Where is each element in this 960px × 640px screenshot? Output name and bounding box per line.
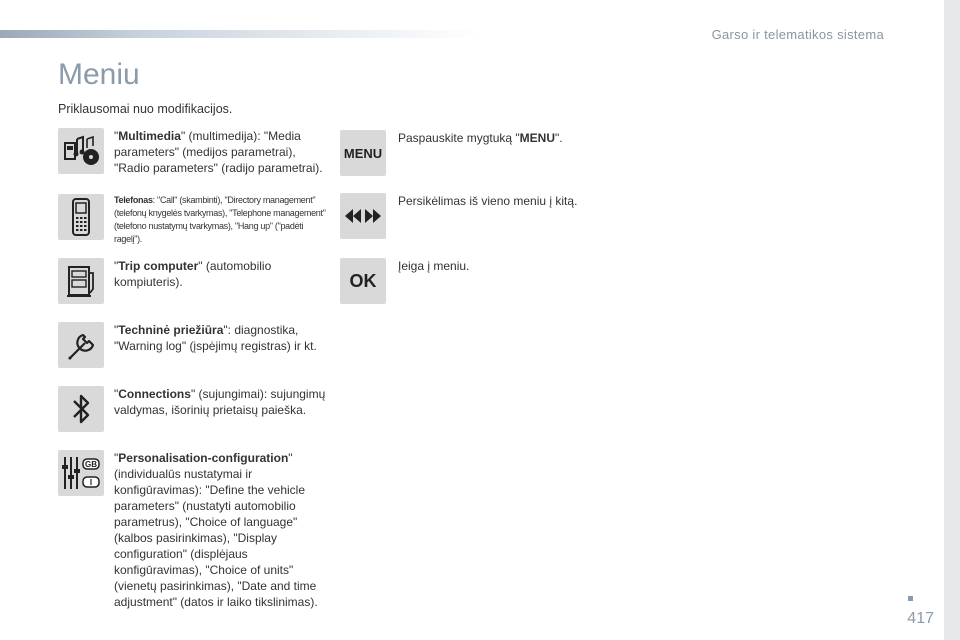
menu-item-connections	[58, 386, 329, 432]
menu-item-connections-text: "Connections" (sujungimai): sujungimų valdymas, išorinių prietaisų paieška.	[114, 387, 326, 417]
page-marker	[908, 596, 913, 601]
svg-text:GB: GB	[85, 460, 97, 469]
menu-button-icon: MENU	[340, 130, 386, 176]
menu-item-trip-computer-text: "Trip computer" (automobilio kompiuteris).	[114, 259, 272, 289]
menu-item-phone-text: Telefonas: "Call" (skambinti), "Directory management" (telefonų knygelės tvarkymas), "Telephone management" (telefono nustatymų tvarkymas), "Hang up" ("padėti ragelį").	[114, 195, 326, 244]
menu-item-personalisation-text: "Personalisation-configuration" (individualūs nustatymai ir konfigūravimas): "Define the vehicle parameters" (nustatyti automobilio parametrus), "Choice of language" (kalbos pasirinkimas), "Display configuration" (displėjaus konfigūravimas), "Choice of units" (vienetų pasirinkimas), "Date and time adjustment" (datos ir laiko tikslinimas).	[114, 451, 318, 609]
menu-item-maintenance-text: "Techninė priežiūra": diagnostika, "Warning log" (įspėjimų registras) ir kt.	[114, 323, 317, 353]
page-edge-strip	[944, 0, 960, 640]
menu-item-trip-computer	[58, 258, 329, 304]
trip-computer-icon	[58, 258, 104, 304]
personalisation-icon	[58, 450, 104, 496]
chapter-title: Garso ir telematikos sistema	[711, 27, 884, 42]
phone-icon	[58, 194, 104, 240]
page-subtitle: Priklausomai nuo modifikacijos.	[58, 102, 233, 116]
svg-text:I: I	[89, 478, 93, 487]
menu-button-row	[340, 130, 598, 176]
navigation-arrows-text: Persikėlimas iš vieno meniu į kitą.	[398, 194, 578, 208]
menu-item-maintenance	[58, 322, 329, 368]
bluetooth-icon	[58, 386, 104, 432]
navigation-arrows-icon	[340, 193, 386, 239]
menu-item-phone	[58, 194, 329, 246]
menu-item-multimedia	[58, 128, 329, 176]
navigation-arrows-row	[340, 193, 598, 239]
page-number: 417	[907, 610, 934, 627]
ok-button-text: Įeiga į meniu.	[398, 259, 470, 273]
menu-item-multimedia-text: "Multimedia" (multimedija): "Media parameters" (medijos parametrai), "Radio parameters" (radijo parametrai).	[114, 129, 323, 175]
menu-item-personalisation	[58, 450, 329, 610]
multimedia-icon	[58, 128, 104, 174]
ok-button-icon: OK	[340, 258, 386, 304]
ok-button-row	[340, 258, 598, 304]
menu-button-text: Paspauskite mygtuką "MENU".	[398, 131, 563, 145]
header-accent-bar	[0, 30, 480, 38]
wrench-icon	[58, 322, 104, 368]
page-title: Meniu	[58, 58, 140, 91]
